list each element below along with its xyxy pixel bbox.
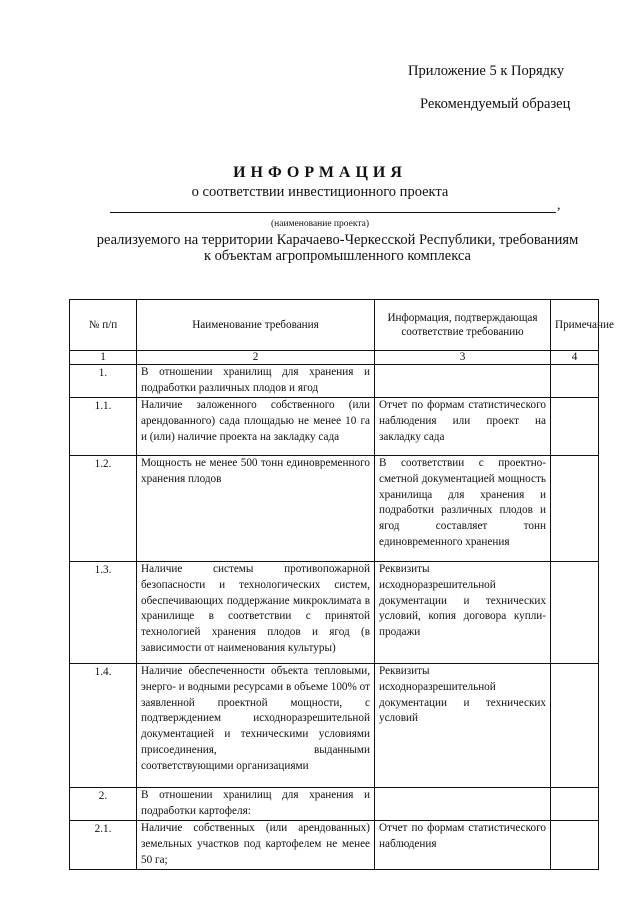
row-requirement: В отношении хранилищ для хранения и подработки различных плодов и ягод (137, 365, 375, 398)
row-requirement: Наличие собственных (или арендованных) земельных участков под картофелем не менее 50 га; (137, 821, 375, 870)
project-name-caption: (наименование проекта) (270, 219, 369, 229)
row-note (551, 664, 599, 788)
row-info: Реквизиты исходноразрешительной документации и технических условий, копия договора купли- продажи (375, 562, 551, 664)
row-num: 2. (70, 788, 137, 821)
row-requirement: В отношении хранилищ для хранения и подработки картофеля: (137, 788, 375, 821)
lead-line: реализуемого на территории Карачаево-Черкесской Республики, требованиям (96, 232, 579, 248)
row-requirement: Наличие заложенного собственного (или арендованного) сада площадью не менее 10 га и (или) наличие проекта на закладку сада (137, 398, 375, 456)
row-num: 1.4. (70, 664, 137, 788)
requirements-table (69, 299, 614, 870)
document-title: ИНФОРМАЦИЯ (233, 164, 407, 181)
row-requirement: Мощность не менее 500 тонн единовременного хранения плодов (137, 456, 375, 562)
header-row (70, 300, 599, 351)
row-info: Реквизиты исходноразрешительной документации и технических условий (375, 664, 551, 788)
header-info: Информация, подтверждающая соответствие требованию (375, 300, 551, 351)
document-subtitle: о соответствии инвестиционного проекта (191, 184, 449, 200)
row-note (551, 788, 599, 821)
row-info: Отчет по формам статистического наблюдения или проект на закладку сада (375, 398, 551, 456)
row-num: 1.1. (70, 398, 137, 456)
appendix-reference: Приложение 5 к Порядку (408, 63, 565, 79)
row-num: 1.3. (70, 562, 137, 664)
table-row (70, 788, 599, 821)
header-num: № п/п (70, 300, 137, 351)
row-note (551, 562, 599, 664)
col-number: 3 (375, 351, 551, 365)
lead-text (70, 232, 605, 264)
table-row (70, 562, 599, 664)
row-note (551, 456, 599, 562)
row-num: 1. (70, 365, 137, 398)
table-row (70, 365, 599, 398)
row-info (375, 365, 551, 398)
table-row (70, 821, 599, 870)
row-num: 2.1. (70, 821, 137, 870)
row-requirement: Наличие обеспеченности объекта тепловыми, энерго- и водными ресурсами в объеме 100% от заявленной проектной мощности, с подтверждением исходноразрешительной документацией и техническими условиями присоединения, выданными соответствующими организациями (137, 664, 375, 788)
column-number-row (70, 351, 599, 365)
table-row (70, 664, 599, 788)
table-row (70, 398, 599, 456)
col-number: 4 (551, 351, 599, 365)
project-name-blank-line (110, 212, 556, 213)
lead-line: к объектам агропромышленного комплекса (204, 248, 471, 264)
row-note (551, 398, 599, 456)
row-info (375, 788, 551, 821)
row-note (551, 365, 599, 398)
header-note: Примечание (551, 300, 599, 351)
row-info: В соответствии с проектно-сметной документацией мощность хранилища для хранения и подработки различных плодов и ягод составляет тонн единовременного хранения (375, 456, 551, 562)
row-info: Отчет по формам статистического наблюдения (375, 821, 551, 870)
col-number: 2 (137, 351, 375, 365)
row-note (551, 821, 599, 870)
table-row (70, 456, 599, 562)
project-name-comma: , (557, 198, 561, 213)
header-requirement: Наименование требования (137, 300, 375, 351)
row-requirement: Наличие системы противопожарной безопасности и технологических систем, обеспечивающих поддержание микроклимата в хранилище в соответствии с принятой технологией хранения плодов и ягод (в зависимости от наименования культуры) (137, 562, 375, 664)
row-num: 1.2. (70, 456, 137, 562)
sample-label: Рекомендуемый образец (420, 96, 571, 112)
col-number: 1 (70, 351, 137, 365)
